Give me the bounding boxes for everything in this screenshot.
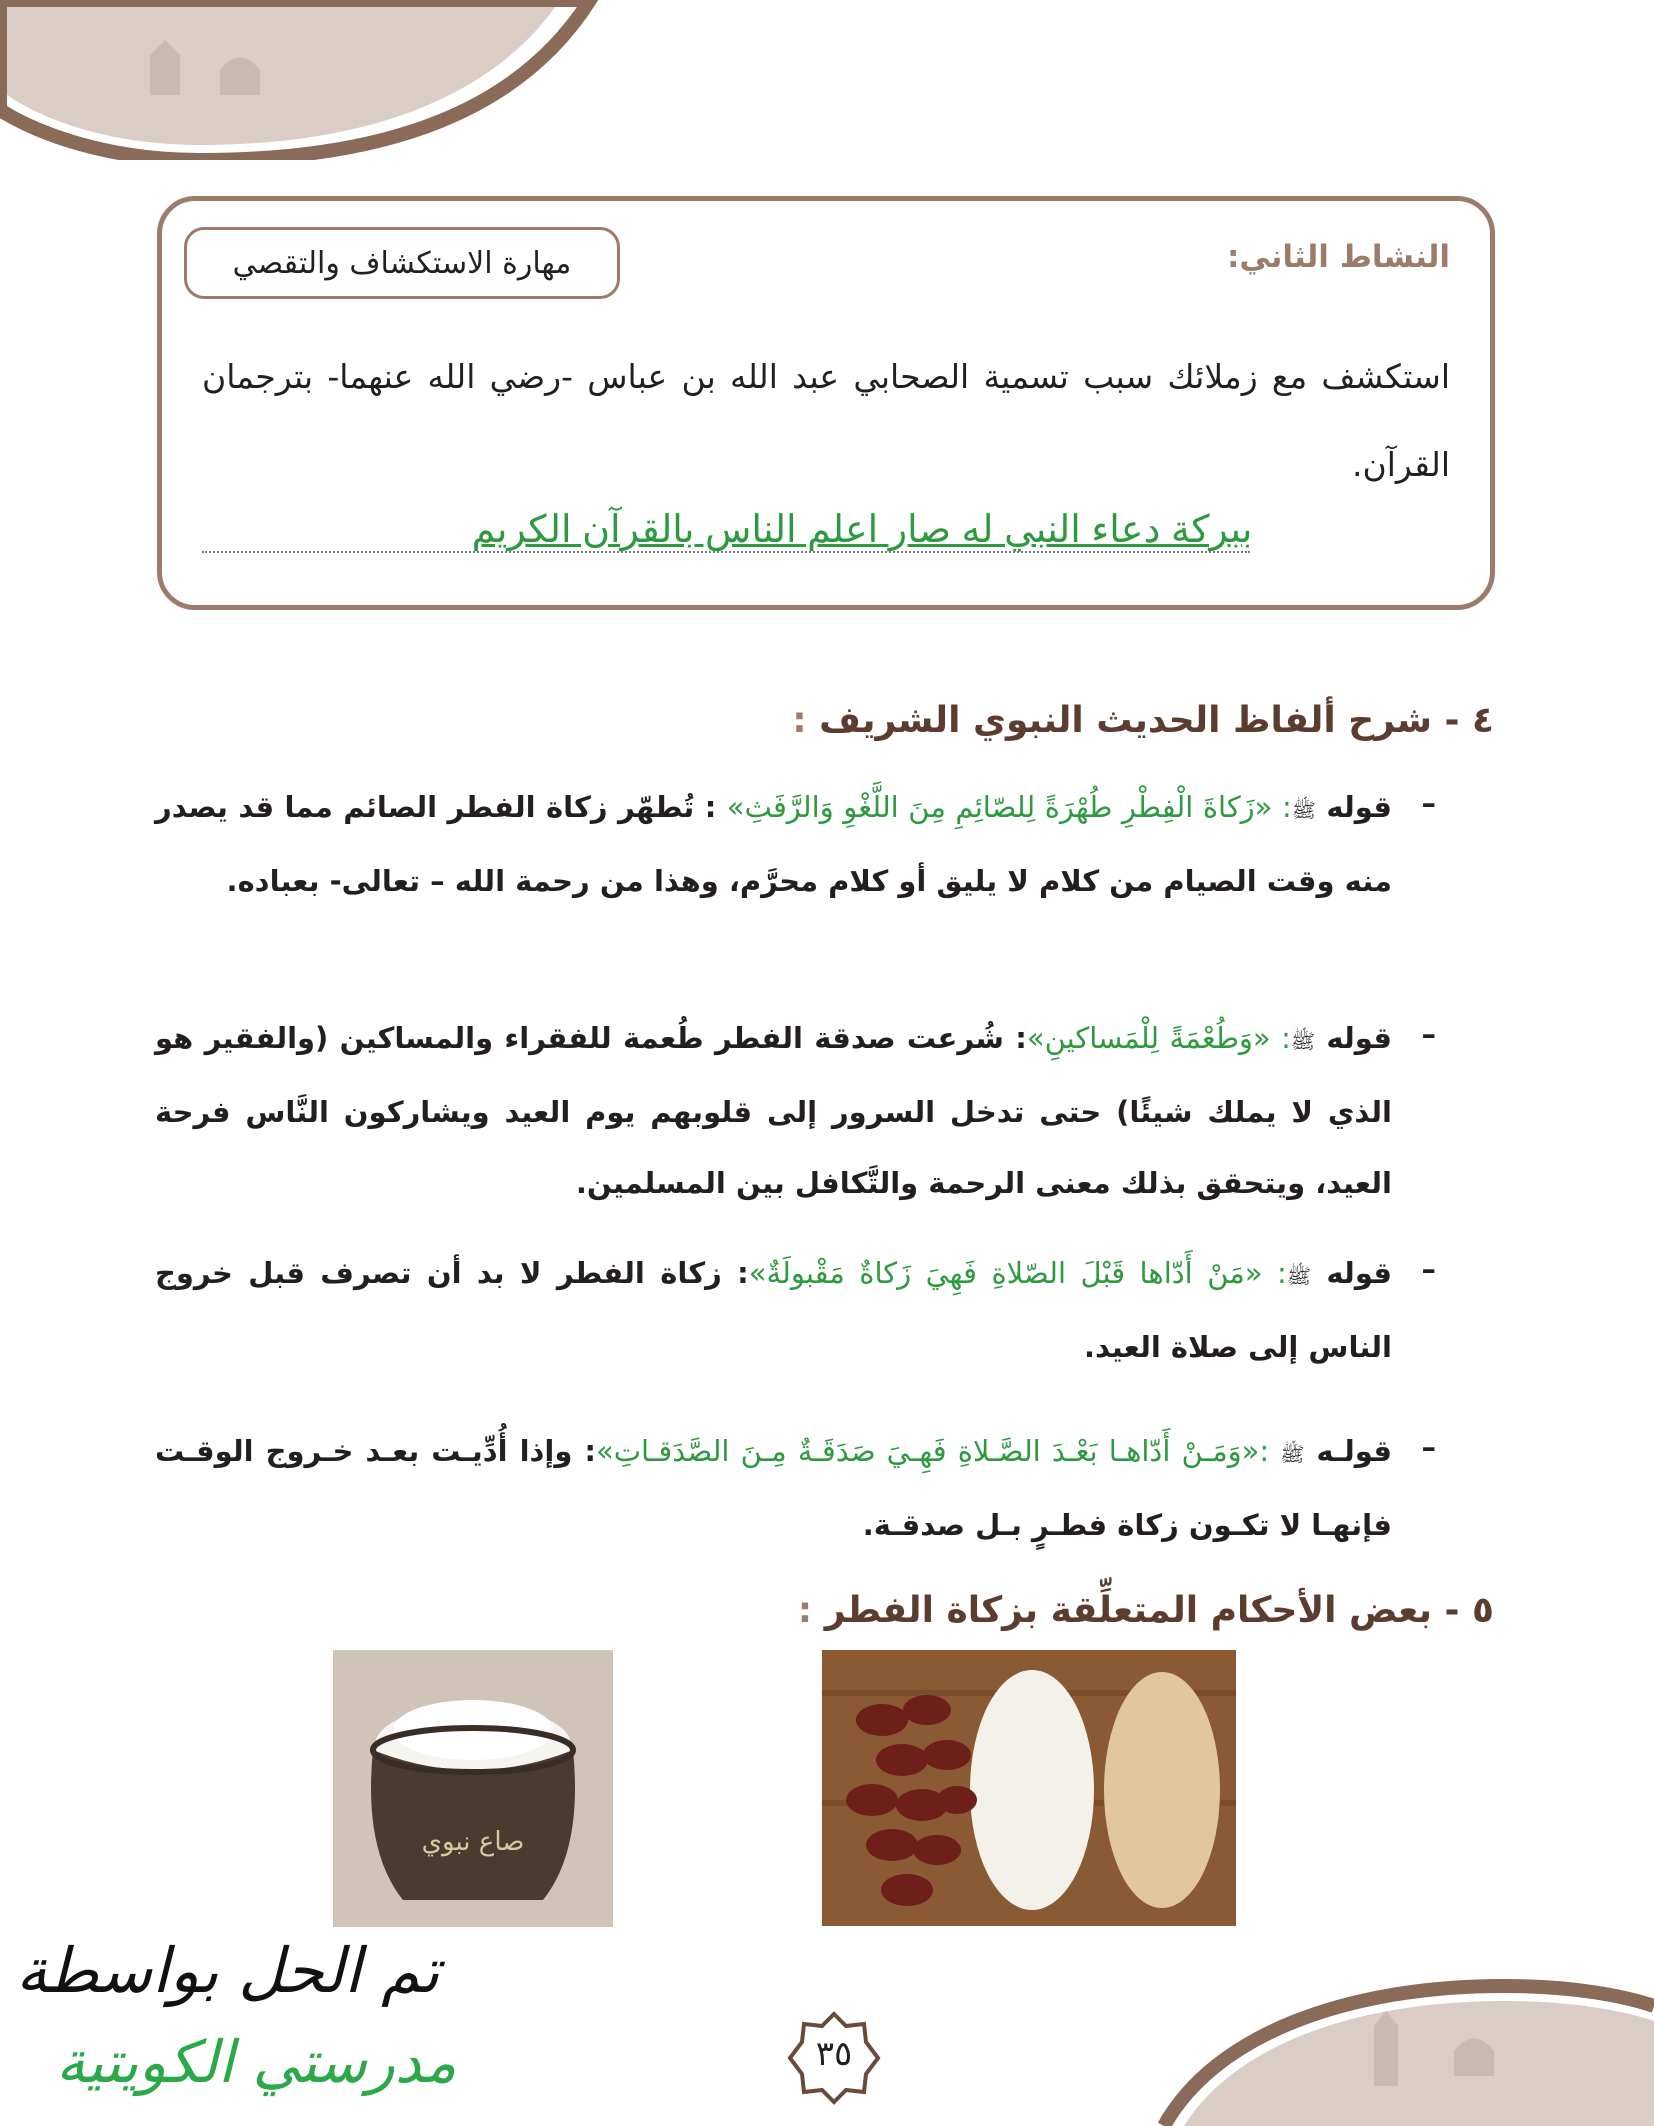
hadith-explanation-2 [155, 1003, 1392, 1219]
saa-label: صاع نبوي [421, 1827, 525, 1857]
page-number [786, 2010, 882, 2106]
bullet-dash: – [1421, 1430, 1436, 1464]
hadith-quote: : «مَنْ أَدّاها قَبْلَ الصّلاةِ فَهِيَ زَكاةٌ مَقْبولَةٌ» [748, 1256, 1287, 1290]
section-5-heading [798, 1590, 1494, 1631]
hadith-quote: : «زَكاةَ الْفِطْرِ طُهْرَةً لِلصّائِمِ مِنَ اللَّغْوِ وَالرَّفَثِ» [726, 790, 1292, 824]
activity-question: استكشف مع زملائك سبب تسمية الصحابي عبد الله بن عباس -رضي الله عنهما- بترجمان القرآن. [202, 357, 1450, 484]
hadith-explanation-3 [155, 1238, 1392, 1383]
saw-symbol: ﷺ [1290, 1029, 1316, 1053]
explanation-text: : وإذا أُدِّيـت بعـد خـروج الوقـت فإنهـا لا تكـون زكاة فطـرٍ بـل صدقـة. [155, 1434, 1392, 1542]
explanation-text: : زكاة الفطر لا بد أن تصرف قبل خروج الناس إلى صلاة العيد. [155, 1256, 1392, 1364]
page-number-text: ٣٥ [815, 2034, 853, 2074]
bullet-dash: – [1421, 786, 1436, 820]
handwritten-note-line-1: تم الحل بواسطة [16, 1934, 440, 2007]
section-5-heading-text: ٥ - بعض الأحكام المتعلِّقة بزكاة الفطر [824, 1590, 1494, 1631]
hadith-explanation-4 [155, 1416, 1392, 1561]
hadith-quote: : «وَطُعْمَةً لِلْمَساكينِ» [1026, 1021, 1291, 1055]
saa-nabawi-photo [333, 1650, 613, 1927]
bottom-right-decoration [1154, 1966, 1654, 2126]
skill-badge: مهارة الاستكشاف والتقصي [184, 227, 620, 299]
explanation-text: : تُطهّر زكاة الفطر الصائم مما قد يصدر منه وقت الصيام من كلام لا يليق أو كلام محرَّم، وهذا من رحمة الله – تعالى- بعباده. [155, 790, 1392, 898]
activity-box [157, 196, 1495, 610]
bullet-dash: – [1421, 1017, 1436, 1051]
section-5-colon: : [797, 1590, 813, 1631]
lead-word: قوله [1326, 1256, 1392, 1290]
lead-word: قوله [1326, 1021, 1392, 1055]
section-4-heading-text: ٤ - شرح ألفاظ الحديث النبوي الشريف [819, 700, 1494, 741]
top-left-decoration [0, 0, 620, 160]
lead-word: قولـه [1316, 1434, 1392, 1468]
hadith-explanation-1 [155, 772, 1392, 917]
saw-symbol: ﷺ [1280, 1442, 1305, 1466]
lead-word: قوله [1326, 790, 1392, 824]
handwritten-note-line-2: مدرستي الكويتية [56, 2028, 457, 2096]
activity-title: النشاط الثاني: [1226, 239, 1450, 275]
activity-answer: ببركة دعاء النبي له صار اعلم الناس بالقرآن الكريم [471, 509, 1253, 551]
saw-symbol: ﷺ [1286, 1264, 1311, 1288]
section-4-colon: : [792, 700, 807, 741]
dates-rice-wheat-photo [822, 1650, 1236, 1926]
saw-symbol: ﷺ [1291, 798, 1316, 822]
hadith-quote: :«وَمَـنْ أَدّاهـا بَعْـدَ الصَّـلاةِ فَهِـيَ صَدَقَـةٌ مِـنَ الصَّدَقـاتِ» [595, 1434, 1281, 1468]
section-4-heading [792, 700, 1494, 741]
bullet-dash: – [1421, 1252, 1436, 1286]
explanation-text: : شُرعت صدقة الفطر طُعمة للفقراء والمساكين (والفقير هو الذي لا يملك شيئًا) حتى تدخل السرور إلى قلوبهم يوم العيد ويشاركون النَّاس فرحة العيد، ويتحقق بذلك معنى الرحمة والتَّكافل بين المسلمين. [155, 1021, 1392, 1200]
